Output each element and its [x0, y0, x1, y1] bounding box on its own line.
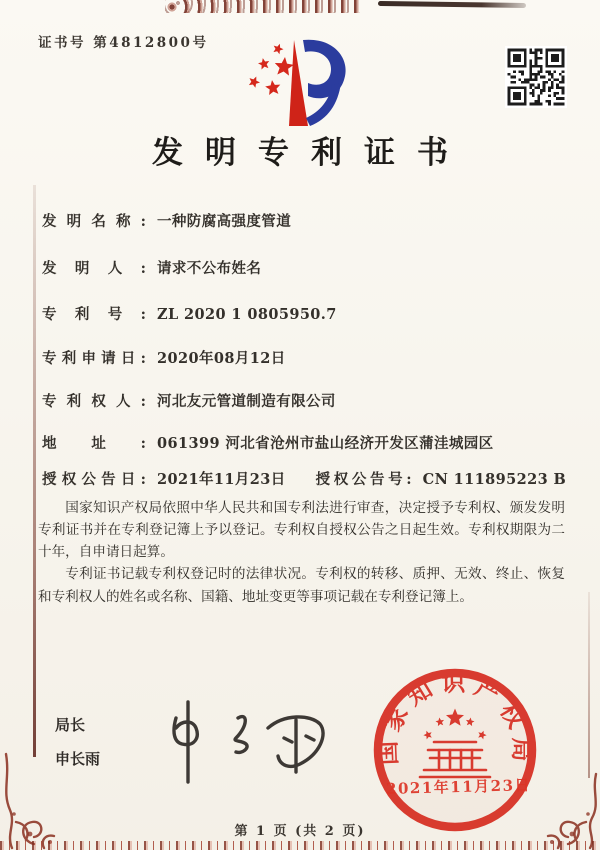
field-value: 2021年11月23日	[157, 471, 286, 488]
field-label: 发明人:	[42, 260, 146, 277]
seal-text: 国家知识产权局	[372, 667, 538, 766]
left-border-line	[33, 185, 36, 757]
bottom-fringe-border	[0, 841, 600, 850]
body-paragraph-1: 国家知识产权局依照中华人民共和国专利法进行审查，决定授予专利权、颁发发明专利证书并在专利登记簿上予以登记。专利权自授权公告之日起生效。专利权期限为二十年，自申请日起算。	[38, 500, 565, 561]
field-row-invention-name	[42, 210, 291, 231]
body-paragraph-2: 专利证书记载专利权登记时的法律状况。专利权的转移、质押、无效、终止、恢复和专利权人的姓名或名称、国籍、地址变更等事项记载在专利登记簿上。	[38, 566, 565, 605]
field-row-filing-date	[42, 347, 286, 368]
field-value: 河北友元管道制造有限公司	[157, 393, 336, 410]
official-seal	[366, 658, 544, 840]
field-value: 2020年08月12日	[157, 350, 286, 367]
field-value: 061399 河北省沧州市盐山经济开发区蒲洼城园区	[157, 435, 494, 452]
field-row-inventor	[42, 257, 261, 278]
date-stamp: 2021年11月23日	[385, 776, 532, 798]
field-label: 授权公告日:	[42, 471, 146, 488]
signer-name: 申长雨	[55, 750, 101, 768]
field-row-patent-number	[42, 303, 337, 324]
field-label: 专利申请日:	[42, 350, 146, 367]
field-label: 专利权人:	[42, 393, 146, 410]
field-value: 一种防腐高强度管道	[157, 213, 292, 230]
qr-code	[505, 46, 567, 108]
field-value: ZL 2020 1 0805950.7	[157, 306, 337, 323]
field-row-address	[42, 432, 494, 453]
field-value: 请求不公布姓名	[157, 260, 262, 277]
right-border-line	[588, 592, 590, 778]
certificate-number: 证书号 第4812800号	[38, 35, 209, 51]
handwritten-signature-icon	[150, 692, 340, 792]
field-label: 授权公告号:	[315, 471, 412, 488]
field-label: 发明名称:	[42, 213, 146, 230]
field-row-patentee	[42, 390, 336, 411]
certificate-title: 发明专利证书	[152, 135, 470, 171]
cnipa-logo-icon	[243, 36, 355, 132]
field-label: 专利号:	[42, 306, 146, 323]
page-footer: 第 1 页 (共 2 页)	[234, 824, 366, 839]
top-ornament-border	[165, 0, 360, 13]
field-value: CN 111895223 B	[422, 471, 567, 488]
field-row-grant-date-and-number	[42, 468, 566, 489]
legal-body-text	[38, 497, 565, 608]
signer-title: 局长	[55, 716, 86, 734]
field-label: 地址:	[42, 435, 146, 452]
top-right-edge-line	[378, 1, 526, 8]
